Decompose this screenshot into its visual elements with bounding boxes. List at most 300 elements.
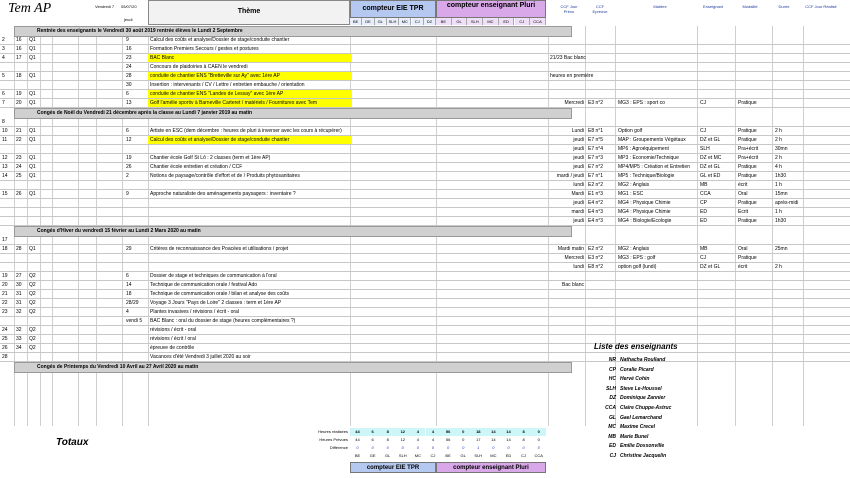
week-number: 18: [16, 73, 22, 79]
modalite: Pratique: [738, 218, 757, 224]
modalite: [738, 90, 771, 98]
week-number: 30: [16, 282, 22, 288]
matiere: [618, 63, 696, 71]
week-number: 16: [16, 37, 22, 43]
enseignant: [700, 290, 734, 298]
legend-code: MB: [608, 433, 616, 440]
total-realized: 44: [350, 428, 365, 436]
ccf-epreuve: E4 n°3: [588, 209, 604, 215]
matiere: MG1 : ESC: [618, 191, 644, 197]
total-diff: 0: [371, 445, 374, 450]
table-row[interactable]: [0, 254, 850, 263]
matiere: MP5 : Technique/Biologie: [618, 173, 675, 179]
theme-cell[interactable]: Plantes invasives / révisions / écrit - oral: [150, 309, 239, 315]
ccf-epreuve: E7 n°5: [588, 137, 604, 143]
table-row[interactable]: [0, 127, 850, 136]
day-number: [126, 263, 146, 271]
quarter: Q2: [29, 273, 36, 279]
duree: [775, 281, 802, 289]
ccf-prevu: jeudi: [573, 155, 584, 161]
table-row[interactable]: [0, 172, 850, 181]
quarter: [29, 208, 39, 216]
theme-cell[interactable]: [148, 236, 550, 244]
modalite: [738, 335, 771, 343]
legend-code: DZ: [609, 395, 616, 402]
enseignant: [700, 72, 734, 80]
table-row[interactable]: [0, 154, 850, 163]
modalite: [738, 290, 771, 298]
theme-cell[interactable]: Approche naturaliste des aménagements paysagers : inventaire ?: [150, 191, 296, 197]
total-diff: 0: [492, 445, 495, 450]
week-number: [16, 145, 26, 153]
quarter: Q2: [29, 345, 36, 351]
week-number: [16, 118, 26, 126]
sub-pluri-3: MC: [483, 18, 499, 25]
ccf-epreuve: E2 n°2: [588, 246, 604, 252]
theme-cell[interactable]: Dossier de stage et techniques de communication à l'oral: [150, 273, 277, 279]
date-label: Vendredi 7: [95, 4, 115, 9]
theme-cell[interactable]: conduite de chantier ENS "Bretteville sur Ay" avec 1ère AP: [148, 72, 352, 80]
sheet-title: Tem AP: [8, 1, 52, 16]
enseignant: [700, 81, 734, 89]
row-number: 10: [2, 128, 8, 134]
day-number: 19: [126, 155, 132, 161]
quarter: Q2: [29, 336, 36, 342]
duree: [775, 308, 802, 316]
row-number: 13: [2, 164, 8, 170]
table-row[interactable]: [0, 72, 850, 81]
week-number: [16, 208, 26, 216]
day-number: [126, 181, 146, 189]
total-planned: 56: [445, 437, 451, 442]
theme-cell[interactable]: [148, 208, 550, 216]
vacation-band: Congés de Noël du Vendredi 21 décembre après la classe au Lundi 7 janvier 2019 au matin: [14, 108, 572, 119]
sub-eie-0: BE: [350, 18, 362, 25]
day-number: [126, 199, 146, 207]
theme-cell[interactable]: [148, 263, 550, 271]
enseignant: CCA: [700, 191, 711, 197]
total-diff: 0: [431, 445, 435, 450]
theme-cell[interactable]: Voyage 3 Jours "Pays de Loire" 2 classes : term et 1ère AP: [150, 300, 282, 306]
quarter: Q1: [29, 37, 36, 43]
matiere: [618, 90, 696, 98]
legend-code: CJ: [609, 453, 616, 459]
quarter: Q1: [29, 55, 36, 61]
duree: [775, 81, 802, 89]
table-row[interactable]: [0, 263, 850, 272]
matiere: [618, 54, 696, 62]
vacation-band: Congés de Printemps du Vendredi 10 Avril au 27 Avril 2020 au matin: [14, 362, 572, 373]
table-row[interactable]: [0, 335, 850, 344]
day-number: [126, 145, 146, 153]
theme-cell[interactable]: Calcul des coûts et analyse/Dossier de stage/conduite chantier: [148, 136, 352, 144]
theme-cell[interactable]: [148, 254, 550, 262]
total-diff: 0: [401, 445, 404, 450]
matiere: [618, 281, 696, 289]
ccf-prevu: lundi: [573, 182, 584, 188]
table-row[interactable]: [0, 308, 850, 317]
table-row[interactable]: [0, 36, 850, 45]
ccf-epreuve: [588, 308, 614, 316]
table-row[interactable]: [0, 54, 850, 63]
theme-cell[interactable]: Vacances d'été Vendredi 3 juillet 2020 au soir: [150, 354, 251, 360]
day-number: [126, 217, 146, 225]
table-row[interactable]: [0, 272, 850, 281]
total-realized: 4: [410, 428, 425, 436]
ccf-epreuve: [588, 90, 614, 98]
modalite: écrit: [738, 264, 748, 270]
table-row[interactable]: [0, 136, 850, 145]
theme-cell[interactable]: Notions de paysage/contrôle d'effort et de / Produits phytosanitaires: [150, 173, 300, 179]
theme-cell[interactable]: Chantier école Golf St Lô : 2 classes (term et 1ère AP): [150, 155, 271, 161]
table-row[interactable]: [0, 245, 850, 254]
matiere: option golf (lundi): [618, 264, 657, 270]
modalite: Pratique: [738, 200, 757, 206]
ccf-epreuve: [588, 281, 614, 289]
duree: [775, 63, 802, 71]
total-planned: 4: [416, 437, 419, 442]
theme-cell[interactable]: BAC Blanc: [148, 54, 352, 62]
table-row[interactable]: [0, 344, 850, 353]
ccf-prevu: Lundi: [571, 128, 584, 134]
sub-eie-6: DZ: [424, 18, 436, 25]
quarter: Q1: [29, 91, 36, 97]
week-number: 20: [16, 100, 22, 106]
table-row[interactable]: [0, 217, 850, 226]
ccf-epreuve: E4 n°3: [588, 218, 604, 224]
table-row[interactable]: [0, 81, 850, 90]
table-row[interactable]: [0, 90, 850, 99]
theme-cell[interactable]: Formation Premiers Secours / gestes et postures: [150, 46, 259, 52]
ccf-prevu: jeudi: [573, 146, 584, 152]
row-number: 19: [2, 273, 8, 279]
week-number: 22: [16, 137, 22, 143]
ccf-prevu: [550, 236, 584, 244]
legend-code: MC: [608, 424, 616, 431]
row-number: 23: [2, 309, 8, 315]
matiere: MG2 : Anglais: [618, 246, 650, 252]
table-row[interactable]: [0, 290, 850, 299]
theme-cell[interactable]: [148, 181, 550, 189]
total-sub-label: GL: [385, 453, 391, 458]
row-number: 8: [2, 119, 5, 125]
total-diff: 0: [507, 445, 510, 450]
table-row[interactable]: [0, 63, 850, 72]
matiere: Option golf: [618, 128, 643, 134]
day-number: 2: [126, 173, 129, 179]
week-number: 33: [16, 336, 22, 342]
quarter: Q1: [29, 73, 36, 79]
row-number: [2, 181, 13, 189]
legend-title: Liste des enseignants: [594, 342, 678, 351]
ccf-prevu: mardi: [571, 209, 584, 215]
week-number: 25: [16, 173, 22, 179]
total-realized: 6: [365, 428, 380, 436]
compteur-pluri-header: compteur enseignant Pluri: [436, 0, 546, 18]
row-number: 11: [2, 137, 8, 143]
legend-name: Maxime Crecel: [620, 424, 656, 431]
ccf-prevu: [550, 353, 584, 361]
day-label: jeudi: [124, 17, 133, 22]
table-row[interactable]: [0, 99, 850, 108]
total-diff: 0: [356, 445, 359, 450]
modalite: [738, 81, 771, 89]
quarter: [29, 263, 39, 271]
table-row[interactable]: [0, 145, 850, 154]
sub-pluri-0: BE: [436, 18, 452, 25]
legend-name: Nathacha Roulland: [620, 357, 666, 363]
duree: [775, 118, 802, 126]
row-number: [2, 254, 13, 262]
row-number: 7: [2, 100, 5, 106]
theme-cell[interactable]: Technique de communication orale / bilan et analyse des coûts: [150, 291, 289, 297]
row-number: 5: [2, 73, 5, 79]
duree: [775, 90, 802, 98]
table-row[interactable]: [0, 236, 850, 245]
row-number: 25: [2, 336, 8, 342]
row-number: 22: [2, 300, 8, 306]
matiere: [618, 72, 696, 80]
total-diff: 1: [477, 445, 480, 450]
footer-compteur-eie: compteur EIE TPR: [350, 462, 436, 473]
col-matiere: Matière: [653, 4, 667, 9]
duree: 1h30: [775, 218, 787, 224]
modalite: Ecrit: [738, 209, 748, 215]
matiere: MP3 : Economie/Technique: [618, 155, 679, 161]
theme-cell[interactable]: BAC Blanc : oral du dossier de stage (heures complémentaires ?): [150, 318, 296, 324]
totals-label: Totaux: [56, 437, 89, 448]
enseignant: MB: [700, 182, 708, 188]
row-number: 20: [2, 282, 8, 288]
sub-eie-2: GL: [375, 18, 387, 25]
sub-eie-5: CJ: [412, 18, 424, 25]
modalite: Pratique: [738, 128, 757, 134]
ccf-prevu: [550, 317, 584, 325]
day-number: 28/29: [126, 300, 139, 306]
total-sub-label: CJ: [521, 453, 527, 458]
ccf-prevu: Bac blanc: [562, 282, 584, 288]
table-row[interactable]: [0, 317, 850, 326]
total-realized: 14: [486, 428, 501, 436]
duree: 1 h: [775, 182, 782, 188]
quarter: [29, 317, 39, 325]
enseignant: CJ: [700, 255, 707, 261]
row-number: 15: [2, 191, 8, 197]
duree: 2 h: [775, 128, 782, 134]
modalite: [738, 36, 771, 44]
duree: [775, 335, 802, 343]
theme-cell[interactable]: Golf l'amélie sportiv à Barneville Carteret / matériels / Fournitures avec Tem: [148, 99, 352, 107]
modalite: Pratique: [738, 137, 757, 143]
modalite: Pratique: [738, 164, 757, 170]
legend-code: GL: [609, 414, 616, 421]
week-number: 32: [16, 327, 22, 333]
enseignant: MB: [700, 246, 708, 252]
row-number: [2, 208, 13, 216]
ccf-epreuve: E7 n°1: [588, 173, 604, 179]
table-row[interactable]: [0, 181, 850, 190]
total-diff: 0: [386, 445, 389, 450]
table-row[interactable]: [0, 299, 850, 308]
row-number: 28: [2, 354, 8, 360]
theme-cell[interactable]: Critères de reconnaissance des Poacées et utilisations / projet: [150, 246, 289, 252]
legend-name: Gael Lemarchand: [620, 414, 662, 421]
week-number: 28: [16, 246, 22, 252]
enseignant: [700, 90, 734, 98]
ccf-prevu: [550, 290, 584, 298]
ccf-epreuve: E3 n°2: [588, 100, 604, 106]
total-sub-label: CCA: [534, 453, 543, 458]
duree: [775, 326, 802, 334]
quarter: Q1: [29, 137, 36, 143]
ccf-prevu: [550, 118, 584, 126]
week-number: 31: [16, 300, 22, 306]
sub-pluri-1: GL: [452, 18, 468, 25]
legend-code: ED: [609, 443, 616, 450]
duree: [775, 299, 802, 307]
total-diff: 0: [416, 445, 419, 450]
day-number: 9: [126, 191, 129, 197]
total-realized: 8: [380, 428, 395, 436]
theme-cell[interactable]: révisions / écrit / oral: [150, 336, 196, 342]
matiere: [618, 36, 696, 44]
theme-cell[interactable]: Calcul des coûts et analyse/Dossier de stage/conduite chantier: [150, 37, 290, 43]
theme-cell[interactable]: [148, 145, 550, 153]
duree: 1 h: [775, 209, 782, 215]
legend-name: Dominique Zannier: [620, 395, 666, 402]
quarter: [29, 145, 39, 153]
week-number: 21: [16, 128, 22, 134]
ccf-prevu: [550, 81, 584, 89]
modalite: Pra+écrit: [738, 155, 759, 161]
total-sub-label: BE: [445, 453, 451, 458]
modalite: [738, 236, 771, 244]
week-number: [16, 81, 26, 89]
day-number: 14: [126, 282, 132, 288]
ccf-epreuve: [588, 54, 614, 62]
total-realized: 4: [426, 428, 441, 436]
week-number: 23: [16, 155, 22, 161]
theme-cell[interactable]: révisions / écrit - oral: [150, 327, 197, 333]
table-row[interactable]: [0, 118, 850, 127]
legend-code: CCA: [605, 405, 616, 411]
theme-cell[interactable]: Insertion : intervenants / CV / Lettre / entretien embauche / orientation: [150, 82, 305, 88]
theme-cell[interactable]: conduite de chantier ENS "Landes de Lessay" avec 1ère AP: [148, 90, 352, 98]
col-modalite: Modalité: [742, 4, 758, 9]
quarter: Q1: [29, 100, 36, 106]
quarter: [29, 63, 39, 71]
row-number: 14: [2, 173, 8, 179]
legend-name: Emilie Dossonville: [620, 443, 665, 450]
modalite: [738, 72, 771, 80]
row-number: [2, 317, 13, 325]
theme-cell[interactable]: Artiste en ESC (dem décembre : heures de pluri à inverser avec les cours à récupérer): [150, 128, 342, 134]
table-row[interactable]: [0, 326, 850, 335]
modalite: [738, 281, 771, 289]
week-number: 26: [16, 191, 22, 197]
ccf-prevu: Mardi: [571, 191, 584, 197]
modalite: Oral: [738, 191, 748, 197]
day-number: 28: [126, 73, 132, 79]
theme-cell[interactable]: épreuve de contrôle: [150, 345, 195, 351]
table-row[interactable]: [0, 190, 850, 199]
table-row[interactable]: [0, 45, 850, 54]
table-row[interactable]: [0, 199, 850, 208]
quarter: Q1: [29, 155, 36, 161]
enseignant: ED: [700, 218, 707, 224]
matiere: [618, 118, 696, 126]
theme-cell[interactable]: Concours de plaidoiries à CAEN le vendredi: [150, 64, 248, 70]
week-number: [16, 254, 26, 262]
theme-cell[interactable]: [148, 217, 550, 225]
enseignant: CJ: [700, 128, 707, 134]
ccf-prevu: Mardi matin: [557, 246, 584, 252]
enseignant: [700, 326, 734, 334]
theme-cell[interactable]: Technique de communication orale / festival Ado: [150, 282, 258, 288]
ccf-prevu: [550, 272, 584, 280]
col-ccf-realise: CCF Jour Réalisé: [805, 4, 837, 9]
day-number: 6: [126, 273, 129, 279]
total-realized: 0: [531, 428, 546, 436]
legend-name: Hervé Cohin: [620, 376, 650, 383]
table-row[interactable]: [0, 281, 850, 290]
ccf-prevu: jeudi: [573, 137, 584, 143]
duree: [775, 72, 802, 80]
day-number: 30: [126, 82, 132, 88]
week-number: 19: [16, 91, 22, 97]
legend-code: CP: [609, 366, 616, 373]
day-number: [126, 254, 146, 262]
enseignant: [700, 236, 734, 244]
duree: [775, 45, 802, 53]
week-number: 16: [16, 46, 22, 52]
total-planned: 0: [537, 437, 540, 442]
totals-row-label: Heures Prévues: [319, 437, 348, 442]
theme-cell[interactable]: [148, 199, 550, 207]
table-row[interactable]: [0, 163, 850, 172]
theme-cell[interactable]: Chantier école entretien et création / CCF: [150, 164, 243, 170]
modalite: Pratique: [738, 100, 757, 106]
enseignant: [700, 54, 734, 62]
total-realized: 0: [456, 428, 471, 436]
ccf-prevu: [550, 90, 584, 98]
matiere: [618, 45, 696, 53]
ccf-epreuve: [588, 272, 614, 280]
enseignant: DZ et MC: [700, 155, 722, 161]
enseignant: [700, 272, 734, 280]
total-sub-label: SLH: [474, 453, 483, 458]
ccf-prevu: [550, 308, 584, 316]
quarter: [29, 81, 39, 89]
total-planned: 14: [491, 437, 496, 442]
theme-cell[interactable]: [148, 118, 550, 126]
ccf-epreuve: [588, 236, 614, 244]
table-row[interactable]: [0, 208, 850, 217]
total-planned: 44: [355, 437, 360, 442]
ccf-prevu: [550, 326, 584, 334]
matiere: [618, 290, 696, 298]
ccf-epreuve: [588, 81, 614, 89]
week-number: 17: [16, 55, 22, 61]
col-enseignant: Enseignant: [702, 4, 723, 9]
row-number: [2, 63, 13, 71]
row-number: [2, 145, 13, 153]
ccf-epreuve: [588, 317, 614, 325]
total-diff: 0: [462, 445, 465, 450]
quarter: Q2: [29, 300, 36, 306]
total-planned: 4: [431, 437, 435, 442]
duree: [775, 272, 802, 280]
